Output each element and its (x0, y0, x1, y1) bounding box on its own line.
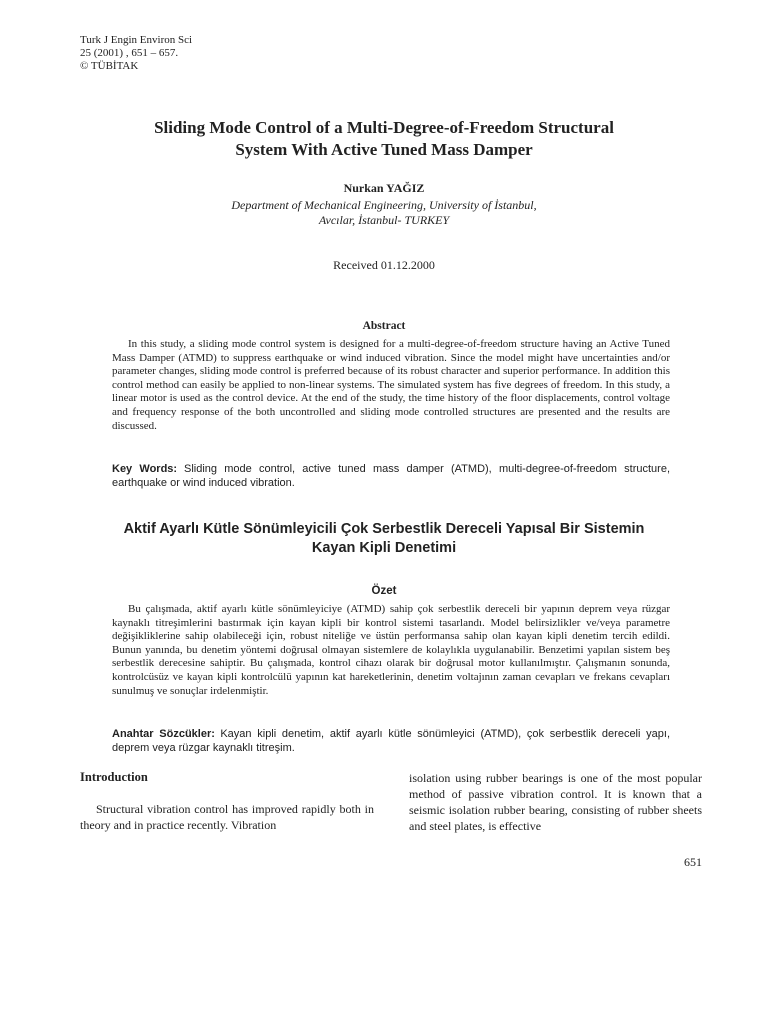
keywords-label: Key Words: (112, 463, 178, 475)
abstract-text: In this study, a sliding mode control system is designed for a multi-degree-of-freedom structure having an Active Tuned Mass Damper (ATMD) to suppress earthquake or wind induced vibration. Since the model might have uncertainties and/or parameter changes, sliding mode control is preferred because of its robust character and superior performance. In addition this control method can easily be applied to non-linear systems. The simulated system has five degrees of freedom. In this study, a linear motor is used as the control device. At the end of the study, the time history of the floor displacements, control voltage and frequency response of the both uncontrolled and sliding mode controlled structures are presented and the results are discussed. (112, 338, 670, 432)
keywords-text: Sliding mode control, active tuned mass damper (ATMD), multi-degree-of-freedom structure, earthquake or wind induced vibration. (112, 463, 671, 489)
turkish-title (80, 520, 688, 558)
journal-name: Turk J Engin Environ Sci (80, 34, 193, 46)
turkish-keywords-text: Kayan kipli denetim, aktif ayarlı kütle sönümleyici (ATMD), çok serbestlik dereceli yapı, deprem veya rüzgar kaynaklı titreşim. (112, 728, 671, 754)
turkish-keywords (112, 727, 670, 755)
page-number: 651 (684, 855, 702, 869)
introduction-right-column: isolation using rubber bearings is one of the most popular method of passive vibration control. It is known that a seismic isolation rubber bearing, consisting of rubber sheets and steel plates, is effective (409, 771, 702, 833)
ozet-text: Bu çalışmada, aktif ayarlı kütle sönümleyiciye (ATMD) sahip çok serbestlik dereceli bir yapının deprem veya rüzgar kaynaklı titreşimlerini bastırmak için kayan kipli bir kontrol sistemi tasarlandı. Model belirsizlikler ve/veya parametre değişikliklerine sahip olabileceği için, robust niteliğe ve üstün performansa sahip olan kayan kipli denetim tercih edildi. Bunun yanında, bu denetim yöntemi doğrusal olmayan sistemlere de kolaylıkla uygulanabilir. Benzetimi yapılan sistem beş serbestlik derecesine sahiptir. Bu çalışmada, kontrol cihazı olarak bir doğrusal motor kullanılmıştır. Çalışmanın sonunda, kontrolcüsüz ve kayan kipli kontrolcülü yapının kat hareketlerinin, denetim voltajının zaman cevapları ve frekans cevapları sunulmuş ve sonuçlar irdelenmiştir. (112, 603, 670, 697)
keywords (112, 462, 670, 490)
paper-title-line-2: System With Active Tuned Mass Damper (235, 140, 533, 159)
paper-title-line-1: Sliding Mode Control of a Multi-Degree-of-Freedom Structural (154, 118, 614, 137)
turkish-title-line-2: Kayan Kipli Denetimi (311, 540, 457, 556)
abstract-heading: Abstract (362, 320, 406, 332)
affiliation-line-1: Department of Mechanical Engineering, University of İstanbul, (231, 198, 537, 212)
ozet-heading: Özet (371, 585, 397, 597)
turkish-keywords-label: Anahtar Sözcükler: (112, 728, 215, 740)
introduction-left-column: Structural vibration control has improved rapidly both in theory and in practice recently. Vibration (80, 802, 374, 832)
author-name: Nurkan YAĞIZ (343, 181, 425, 195)
paper-title (80, 117, 688, 161)
introduction-heading: Introduction (80, 770, 148, 784)
turkish-title-line-1: Aktif Ayarlı Kütle Sönümleyicili Çok Serbestlik Dereceli Yapısal Bir Sistemin (123, 521, 645, 537)
author-affiliation (80, 198, 688, 228)
received-date: Received 01.12.2000 (333, 258, 435, 272)
journal-copyright: © TÜBİTAK (80, 60, 139, 72)
affiliation-line-2: Avcılar, İstanbul- TURKEY (318, 213, 450, 227)
journal-volume: 25 (2001) , 651 – 657. (80, 47, 179, 59)
journal-header (80, 34, 192, 73)
